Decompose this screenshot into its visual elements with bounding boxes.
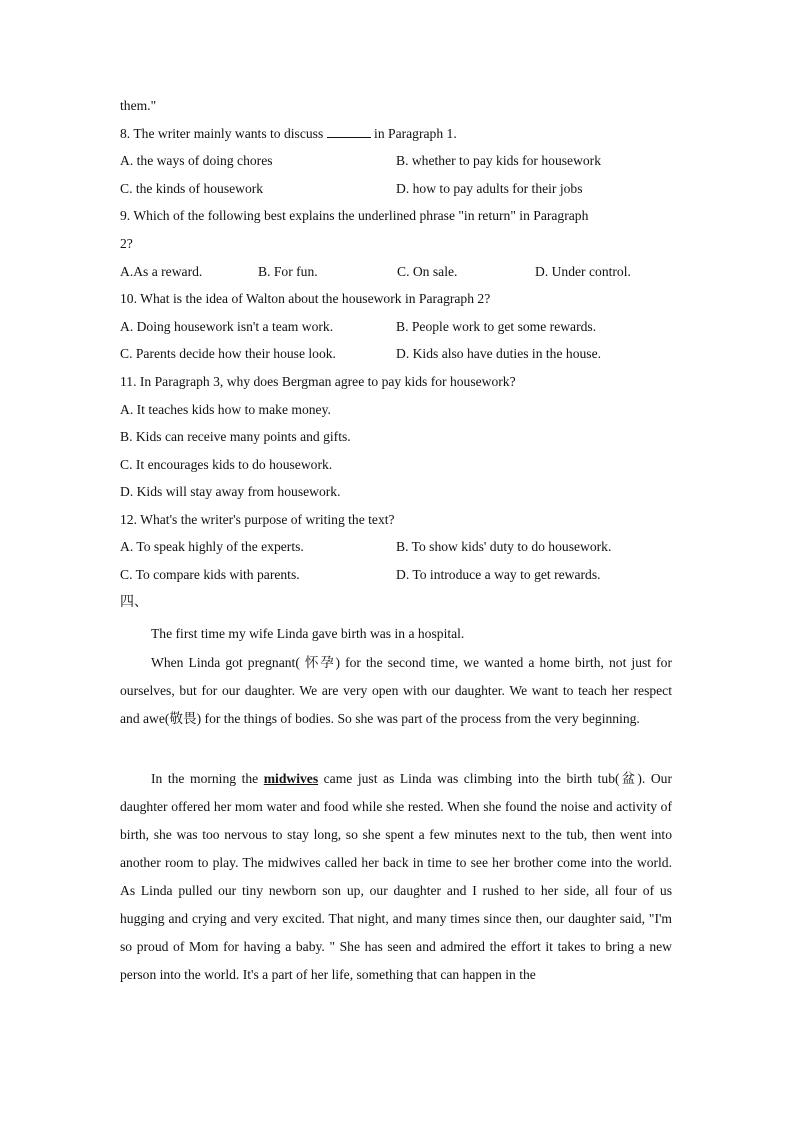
question-8-stem-pre: 8. The writer mainly wants to discuss [120, 126, 327, 141]
question-10-option-b: B. People work to get some rewards. [396, 319, 597, 334]
section-heading: 四、 [120, 595, 148, 610]
question-8-option-d: D. how to pay adults for their jobs [396, 181, 583, 196]
question-9-option-b: B. For fun. [258, 264, 318, 279]
question-12-option-d: D. To introduce a way to get rewards. [396, 567, 601, 582]
passage-paragraph-3-start: In the morning the [151, 771, 264, 786]
question-8-stem-post: in Paragraph 1. [370, 126, 457, 141]
question-8-options-row-2 [120, 180, 675, 198]
question-10-options-row-2 [120, 345, 675, 363]
question-12-option-a: A. To speak highly of the experts. [120, 539, 304, 554]
question-10-option-a: A. Doing housework isn't a team work. [120, 319, 334, 334]
underlined-word-midwives: midwives [263, 771, 319, 786]
question-12-stem: 12. What's the writer's purpose of writing the text? [120, 512, 395, 527]
question-8-option-b: B. whether to pay kids for housework [396, 153, 602, 168]
question-8-options-row-1 [120, 152, 675, 170]
question-8-stem [120, 125, 675, 143]
answer-blank [327, 125, 371, 138]
question-12-options-row-1 [120, 538, 675, 556]
question-12-option-c: C. To compare kids with parents. [120, 567, 300, 582]
passage-paragraph-3-rest: came just as Linda was climbing into the birth tub(盆). Our daughter offered her mom water and food while she rested. When she found the noise and activity of birth, she was too nervous to stay long, so she spent a few minutes next to the tub, then went into another room to play. The midwives called her back in time to see her brother come into the world. As Linda pulled our tiny newborn son up, our daughter and I rushed to her side, all four of us hugging and crying and very excited. That night, and many times since then, our daughter said, "I'm so proud of Mom for having a baby. " She has seen and admired the effort it takes to bring a new person into the world. It's a part of her life, something that can happen in the [120, 771, 673, 982]
question-11-option-b: B. Kids can receive many points and gifts. [120, 429, 351, 444]
question-12-options-row-2 [120, 566, 675, 584]
question-8-option-c: C. the kinds of housework [120, 181, 264, 196]
question-11-stem: 11. In Paragraph 3, why does Bergman agree to pay kids for housework? [120, 374, 516, 389]
question-11-option-a: A. It teaches kids how to make money. [120, 402, 331, 417]
question-9-stem-line-2: 2? [120, 236, 133, 251]
question-9-option-c: C. On sale. [397, 264, 458, 279]
question-9-option-d: D. Under control. [535, 264, 631, 279]
question-9-option-a: A.As a reward. [120, 264, 203, 279]
question-10-option-c: C. Parents decide how their house look. [120, 346, 336, 361]
question-11-option-d: D. Kids will stay away from housework. [120, 484, 341, 499]
question-10-option-d: D. Kids also have duties in the house. [396, 346, 602, 361]
question-8-option-a: A. the ways of doing chores [120, 153, 273, 168]
question-10-options-row-1 [120, 318, 675, 336]
question-9-stem-line-1: 9. Which of the following best explains the underlined phrase "in return" in Paragraph [120, 208, 589, 223]
question-11-option-c: C. It encourages kids to do housework. [120, 457, 333, 472]
passage-paragraph-3 [120, 765, 672, 989]
passage-paragraph-2: When Linda got pregnant( 怀孕) for the second time, we wanted a home birth, not just for ourselves, but for our daughter. We are very open with our daughter. We want to teach her respect and awe(敬畏) for the things of bodies. So she was part of the process from the very beginning. [120, 655, 672, 726]
question-12-option-b: B. To show kids' duty to do housework. [396, 539, 612, 554]
question-10-stem: 10. What is the idea of Walton about the housework in Paragraph 2? [120, 291, 491, 306]
carryover-text: them." [120, 98, 157, 113]
passage-paragraph-1: The first time my wife Linda gave birth was in a hospital. [151, 626, 465, 641]
